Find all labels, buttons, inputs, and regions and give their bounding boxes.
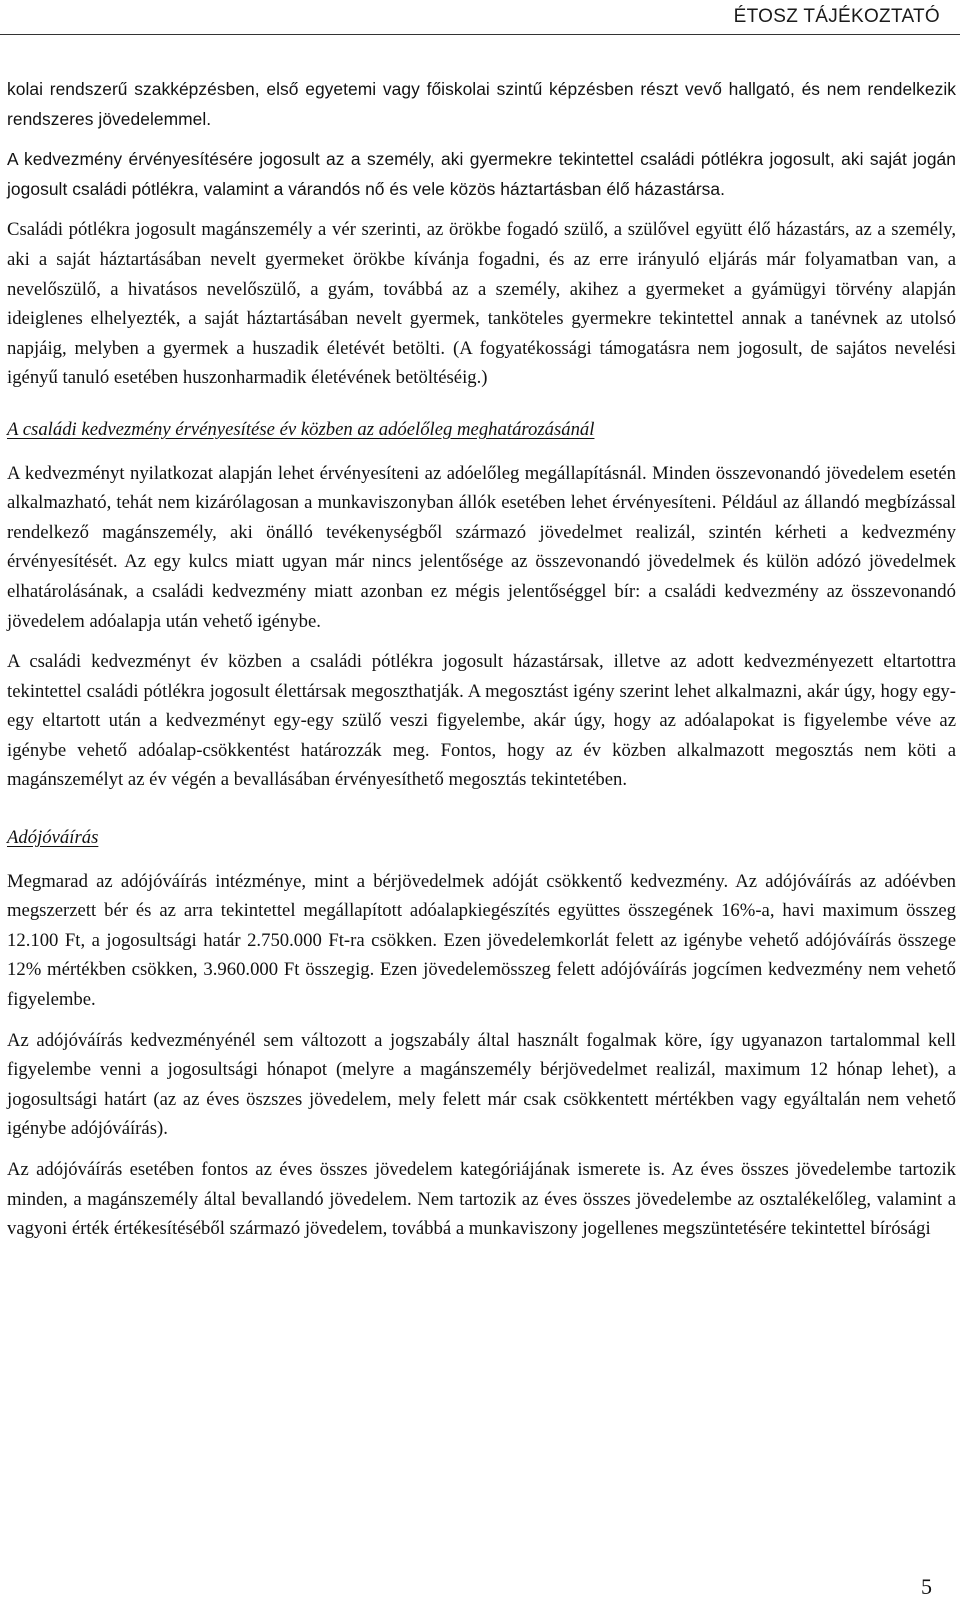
page-header (0, 0, 960, 36)
paragraph-sharing: A családi kedvezményt év közben a családi pótlékra jogosult házastársak, illetve az adott kedvezményezett eltartottra tekintettel családi pótlékra jogosult élettársak megoszthatják. A megosztást igény szerint lehet alkalmazni, akár úgy, hogy egy-egy eltartott után a kedvezményt egy-egy szülő veszi figyelembe, akár úgy, hogy az adóalapokat is figyelembe véve az igénybe vehető adóalap-csökkentést határozzák meg. Fontos, hogy az év közben alkalmazott megosztás nem köti a magánszemélyt az év végén a bevallásában érvényesíthető megosztás tekintetében. (7, 651, 956, 791)
section-heading-tax-credit: Adójóváírás (7, 827, 99, 849)
document-body (7, 75, 956, 1244)
paragraph-continuation: kolai rendszerű szakképzésben, első egyetemi vagy főiskolai szintű képzésben részt vevő hallgató, és nem rendelkezik rendszeres jövedelemmel. (7, 79, 956, 129)
paragraph-declaration: A kedvezményt nyilatkozat alapján lehet érvényesíteni az adóelőleg megállapításnál. Minden összevonandó jövedelem esetén alkalmazható, tehát nem kizárólagosan a munkaviszonyban állók esetében lehet érvényesíteni. Például az állandó megbízással rendelkező magánszemély, aki önálló tevékenységből származó jövedelmet realizál, szintén kérheti a kedvezmény érvényesítését. Az egy kulcs miatt ugyan már nincs jelentősége az összevonandó jövedelmek és külön adózó jövedelmek elhatárolásának, a családi kedvezmény miatt azonban ez mégis jelentőséggel bír: a családi kedvezmény az összevonandó jövedelem adóalapja után vehető igénybe. (7, 462, 956, 632)
header-title: ÉTOSZ TÁJÉKOZTATÓ (733, 6, 940, 27)
page-number: 5 (921, 1574, 932, 1599)
paragraph-family-allowance: Családi pótlékra jogosult magánszemély a vér szerinti, az örökbe fogadó szülő, a szülővel együtt élő házastárs, az a személy, aki a saját háztartásában nevelt gyermeket örökbe kívánja fogadni, és az erre irányuló eljárás már folyamatban van, a nevelőszülő, a hivatásos nevelőszülő, a gyám, továbbá az a személy, akihez a gyermeket a gyámügyi törvény alapján ideiglenes elhelyezték, a saját háztartásában nevelt gyermek, tanköteles gyermekre tekintettel annak a tanévnek az utolsó napjáig, melyben a gyermek a huszadik életévét betölti. (A fogyatékossági támogatásra nem jogosult, de sajátos nevelési igényű tanuló esetében huszonharmadik életévének betöltéséig.) (7, 219, 956, 389)
section-heading-family-benefit: A családi kedvezmény érvényesítése év közben az adóelőleg meghatározásánál (7, 418, 595, 440)
paragraph-tax-credit-concepts: Az adójóváírás kedvezményénél sem változott a jogszabály által használt fogalmak köre, így ugyanazon tartalommal kell figyelembe venni a jogosultsági hónapot (melyre a magánszemély bérjövedelmet realizál, maximum 12 hónap lehet), a jogosultsági határt (az az éves öszszes jövedelem, mely felett már csak csökkentett mértékben vagy egyáltalán nem vehető igénybe adójóváírás). (7, 1029, 956, 1140)
paragraph-tax-credit: Megmarad az adójóváírás intézménye, mint a bérjövedelmek adóját csökkentő kedvezmény. Az adójóváírás az adóévben megszerzett bér és az arra tekintettel megállapított adóalapkiegészítés együttes összegének 16%-a, havi maximum összeg 12.100 Ft, a jogosultsági határ 2.750.000 Ft-ra csökken. Ezen jövedelemkorlát felett az igénybe vehető adójóváírás összege 12% mértékben csökken, 3.960.000 Ft összegig. Ezen jövedelemösszeg felett adójóváírás jogcímen kedvezmény nem vehető figyelembe. (7, 870, 956, 1011)
paragraph-eligibility: A kedvezmény érvényesítésére jogosult az a személy, aki gyermekre tekintettel családi pótlékra jogosult, aki saját jogán jogosult családi pótlékra, valamint a várandós nő és vele közös háztartásban élő házastársa. (7, 149, 956, 199)
header-divider (0, 34, 960, 35)
paragraph-annual-income: Az adójóváírás esetében fontos az éves összes jövedelem kategóriájának ismerete is. Az éves összes jövedelembe tartozik minden, a magánszemély által bevallandó jövedelem. Nem tartozik az éves összes jövedelembe az osztalékelőleg, valamint a vagyoni érték értékesítéséből származó jövedelem, továbbá a munkaviszony jogellenes megszüntetésére tekintettel bírósági (7, 1159, 956, 1240)
